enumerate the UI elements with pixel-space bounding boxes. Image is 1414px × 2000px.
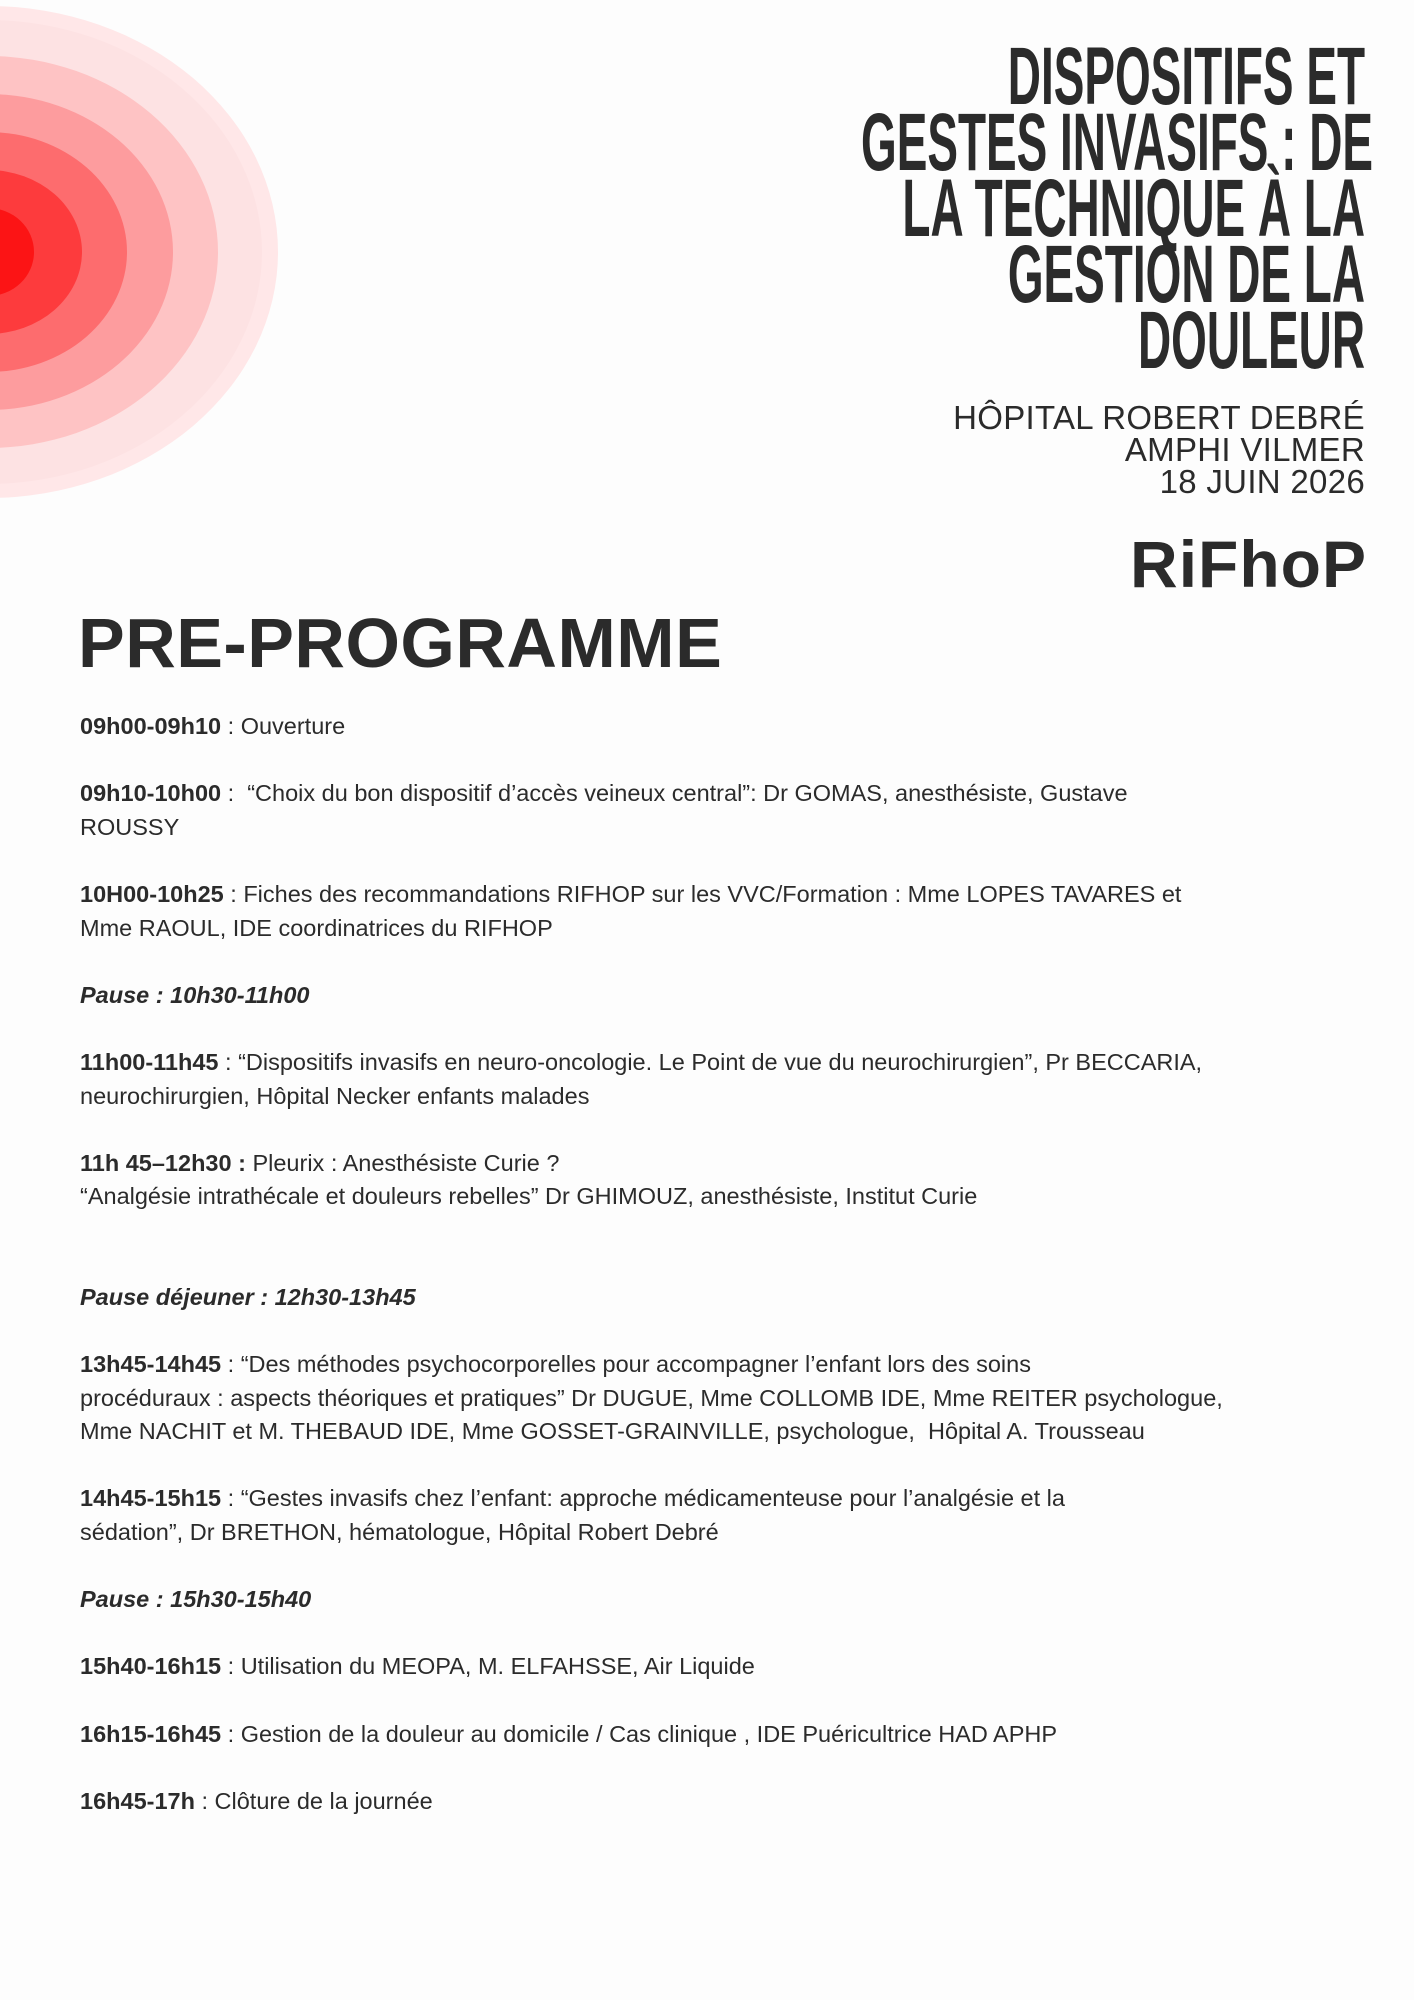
program-item — [80, 1147, 1370, 1214]
item-time: 15h40-16h15 — [80, 1653, 222, 1680]
section-title: PRE-PROGRAMME — [78, 604, 723, 682]
rifhop-logo: RiFhoP — [1130, 527, 1367, 601]
event-title — [465, 31, 1374, 386]
pause-item — [80, 979, 1370, 1013]
item-text: sédation”, Dr BRETHON, hématologue, Hôpital Robert Debré — [80, 1519, 719, 1546]
item-separator: : — [194, 1787, 215, 1814]
program-item — [80, 710, 1370, 744]
item-text: “Analgésie intrathécale et douleurs rebelles” Dr GHIMOUZ, anesthésiste, Institut Curie — [80, 1183, 978, 1210]
title-line: DISPOSITIFS ET — [1007, 31, 1365, 122]
title-line: GESTION DE LA — [1007, 229, 1365, 320]
venue-info — [953, 399, 1365, 500]
item-time: 09h10-10h00 — [80, 780, 222, 807]
title-line: LA TECHNIQUE À LA — [902, 163, 1365, 254]
item-text: Mme NACHIT et M. THEBAUD IDE, Mme GOSSET-GRAINVILLE, psychologue, Hôpital A. Trousseau — [80, 1418, 1145, 1445]
pause-text: Pause : 10h30-11h00 — [80, 981, 310, 1008]
item-text: Ouverture — [240, 713, 346, 739]
venue-hospital: HÔPITAL ROBERT DEBRÉ — [953, 399, 1365, 436]
item-text: “Dispositifs invasifs en neuro-oncologie. Le Point de vue du neurochirurgien”, Pr BECCARIA, — [238, 1048, 1203, 1075]
item-text: Pleurix : Anesthésiste Curie ? — [252, 1149, 560, 1176]
item-text: neurochirurgien, Hôpital Necker enfants malades — [80, 1082, 590, 1109]
item-time: 16h15-16h45 — [80, 1720, 222, 1747]
item-separator: : — [221, 780, 248, 807]
item-separator: : — [221, 1485, 241, 1512]
item-text: Clôture de la journée — [214, 1787, 433, 1814]
item-time: 13h45-14h45 — [80, 1351, 222, 1378]
concentric-rings-decoration — [0, 0, 340, 600]
item-separator: : — [221, 713, 241, 739]
event-date: 18 JUIN 2026 — [1159, 463, 1365, 500]
item-text: Gestion de la douleur au domicile / Cas clinique , IDE Puéricultrice HAD APHP — [240, 1720, 1058, 1747]
pause-text: Pause : 15h30-15h40 — [80, 1586, 312, 1613]
item-separator: : — [221, 1720, 241, 1747]
item-time: 10H00-10h25 — [80, 880, 224, 907]
program-item — [80, 1718, 1370, 1752]
program-item — [80, 777, 1370, 844]
item-time: 09h00-09h10 — [80, 713, 222, 739]
item-time: 16h45-17h — [80, 1787, 195, 1814]
item-text: Utilisation du MEOPA, M. ELFAHSSE, Air Liquide — [240, 1653, 755, 1680]
item-separator: : — [223, 880, 244, 907]
item-time: 11h 45–12h30 : — [80, 1149, 246, 1176]
program-item — [80, 1482, 1370, 1549]
item-time: 11h00-11h45 — [80, 1048, 219, 1075]
program-item — [80, 1348, 1370, 1449]
item-text: “Gestes invasifs chez l’enfant: approche médicamenteuse pour l’analgésie et la — [240, 1485, 1065, 1512]
program-item — [80, 1650, 1370, 1684]
program-item — [80, 1046, 1370, 1113]
item-text: “Choix du bon dispositif d’accès veineux central”: Dr GOMAS, anesthésiste, Gustave — [247, 780, 1128, 807]
venue-room: AMPHI VILMER — [1124, 431, 1365, 468]
item-separator: : — [218, 1048, 239, 1075]
item-text: Mme RAOUL, IDE coordinatrices du RIFHOP — [80, 914, 553, 941]
pause-text: Pause déjeuner : 12h30-13h45 — [80, 1283, 416, 1310]
program-list — [80, 710, 1370, 1852]
program-item — [80, 878, 1370, 945]
title-line: DOULEUR — [1137, 295, 1365, 386]
item-text: ROUSSY — [80, 813, 180, 840]
program-item — [80, 1785, 1370, 1819]
item-text: “Des méthodes psychocorporelles pour accompagner l’enfant lors des soins — [240, 1351, 1031, 1378]
pause-item — [80, 1583, 1370, 1617]
item-text: procéduraux : aspects théoriques et pratiques” Dr DUGUE, Mme COLLOMB IDE, Mme REITER psychologue, — [80, 1384, 1223, 1411]
item-separator: : — [221, 1351, 241, 1378]
item-text: Fiches des recommandations RIFHOP sur les VVC/Formation : Mme LOPES TAVARES et — [243, 880, 1182, 907]
title-line: GESTES INVASIFS : DE — [861, 97, 1374, 188]
pause-item — [80, 1281, 1370, 1315]
rings-graphic — [0, 0, 340, 600]
item-time: 14h45-15h15 — [80, 1485, 222, 1512]
item-separator: : — [221, 1653, 241, 1680]
